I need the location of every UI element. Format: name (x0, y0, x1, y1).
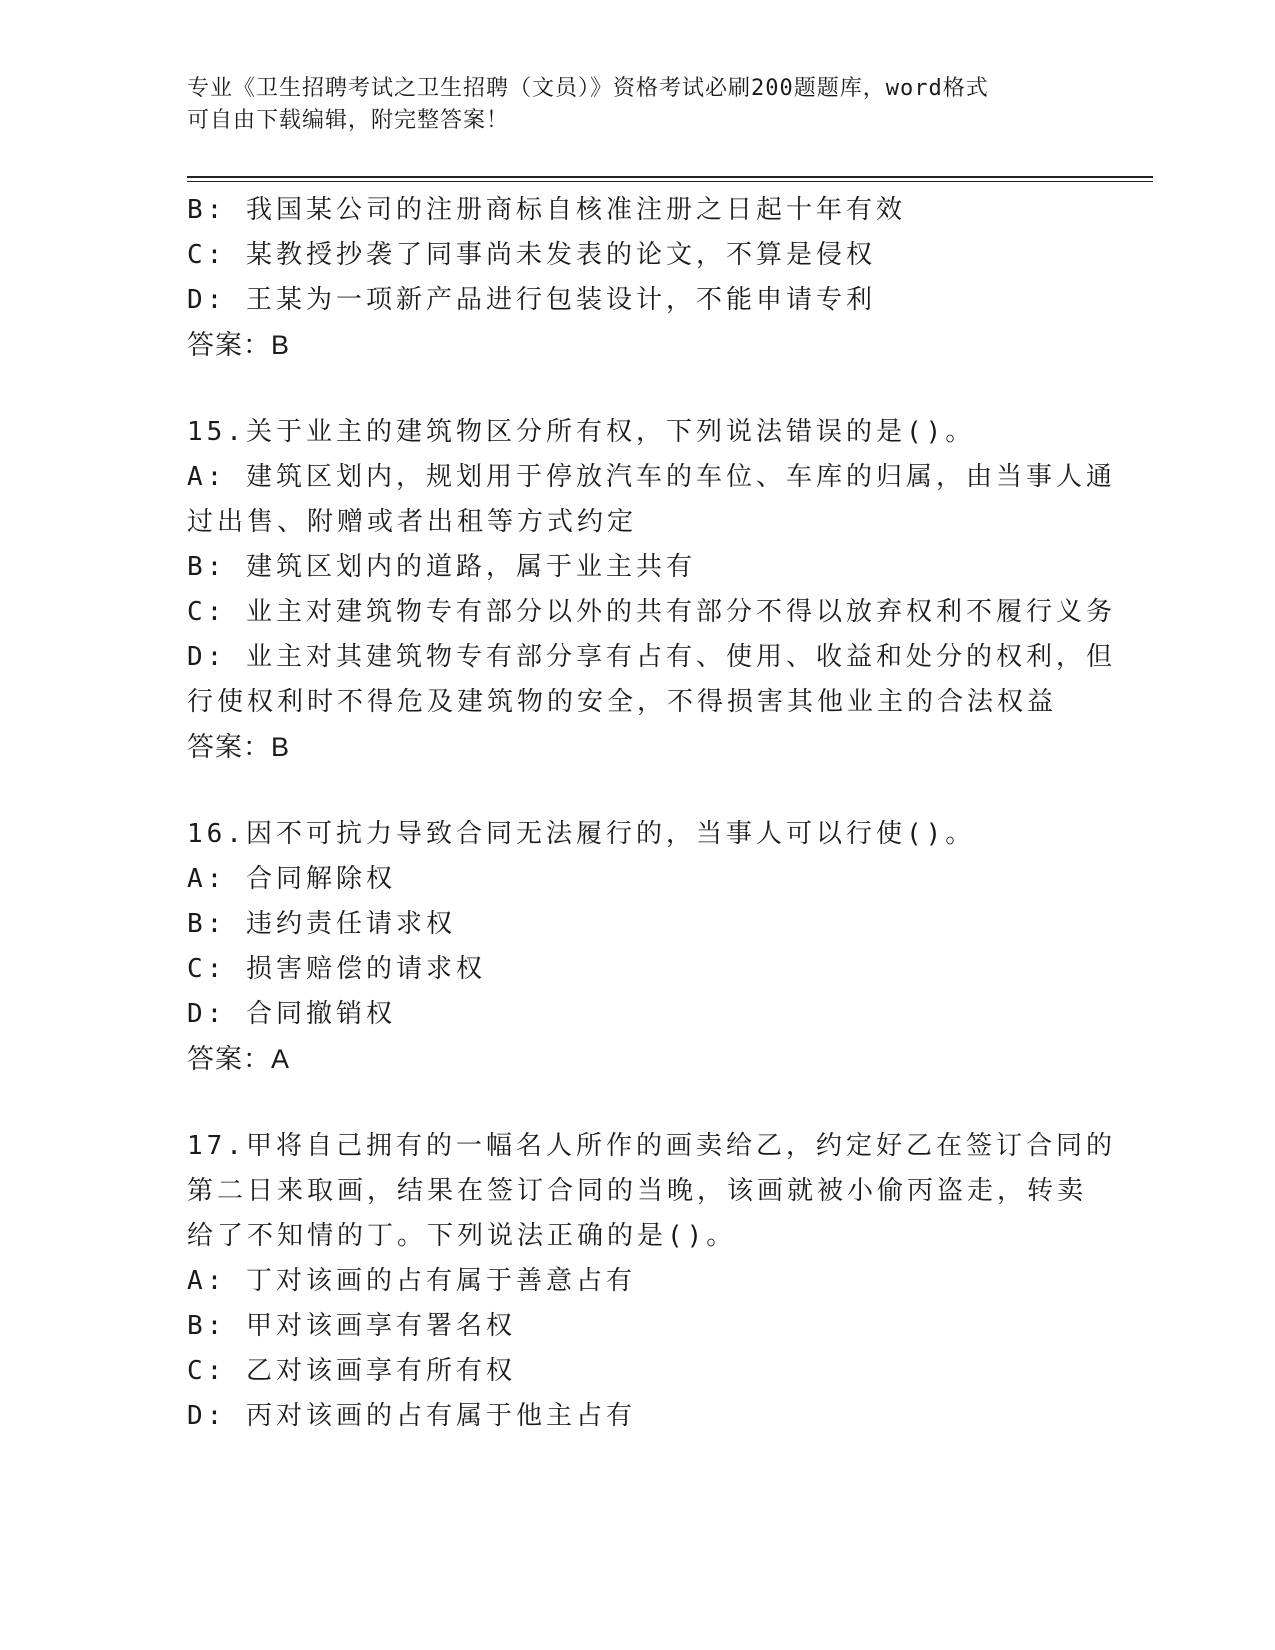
option-line: A: 合同解除权 (187, 864, 396, 894)
header-rule-thin (187, 181, 1153, 182)
question-stem: 15.关于业主的建筑物区分所有权，下列说法错误的是()。 (187, 417, 976, 447)
spacer (187, 368, 1067, 410)
prev-question-options (187, 188, 1067, 323)
option-line: D: 王某为一项新产品进行包装设计，不能申请专利 (187, 285, 876, 315)
option-line: C: 乙对该画享有所有权 (187, 1356, 516, 1386)
question-stem: 17.甲将自己拥有的一幅名人所作的画卖给乙，约定好乙在签订合同的 (187, 1131, 1116, 1161)
option-line: B: 我国某公司的注册商标自核准注册之日起十年有效 (187, 195, 906, 225)
option-line: A: 丁对该画的占有属于善意占有 (187, 1266, 636, 1296)
option-line: C: 业主对建筑物专有部分以外的共有部分不得以放弃权利不履行义务 (187, 597, 1116, 627)
option-line: D: 丙对该画的占有属于他主占有 (187, 1401, 636, 1431)
option-line: B: 建筑区划内的道路，属于业主共有 (187, 552, 696, 582)
option-line: A: 建筑区划内，规划用于停放汽车的车位、车库的归属，由当事人通 (187, 462, 1116, 492)
question-16 (187, 812, 1067, 1082)
document-body (187, 188, 1116, 1439)
question-stem: 16.因不可抗力导致合同无法履行的，当事人可以行使()。 (187, 819, 976, 849)
question-15 (187, 410, 1116, 770)
answer-line: 答案：B (187, 330, 291, 360)
header-line-2: 可自由下载编辑，附完整答案！ (187, 108, 510, 133)
option-line: B: 违约责任请求权 (187, 909, 456, 939)
question-stem: 给了不知情的丁。下列说法正确的是()。 (187, 1221, 737, 1251)
answer-line: 答案：B (187, 732, 291, 762)
answer-line: 答案：A (187, 1044, 291, 1074)
question-stem: 第二日来取画，结果在签订合同的当晚，该画就被小偷丙盗走，转卖 (187, 1176, 1088, 1206)
document-header (187, 73, 1067, 137)
header-line-1: 专业《卫生招聘考试之卫生招聘（文员）》资格考试必刷200题题库，word格式 (187, 76, 989, 101)
option-line: C: 损害赔偿的请求权 (187, 954, 486, 984)
spacer (187, 1082, 1067, 1124)
option-line: D: 合同撤销权 (187, 999, 396, 1029)
option-line: D: 业主对其建筑物专有部分享有占有、使用、收益和处分的权利，但 (187, 642, 1116, 672)
option-line: C: 某教授抄袭了同事尚未发表的论文，不算是侵权 (187, 240, 876, 270)
header-rule-thick (187, 176, 1153, 178)
question-17 (187, 1124, 1116, 1439)
spacer (187, 770, 1067, 812)
option-line: 过出售、附赠或者出租等方式约定 (187, 507, 638, 537)
option-line: B: 甲对该画享有署名权 (187, 1311, 516, 1341)
option-line: 行使权利时不得危及建筑物的安全，不得损害其他业主的合法权益 (187, 687, 1058, 717)
